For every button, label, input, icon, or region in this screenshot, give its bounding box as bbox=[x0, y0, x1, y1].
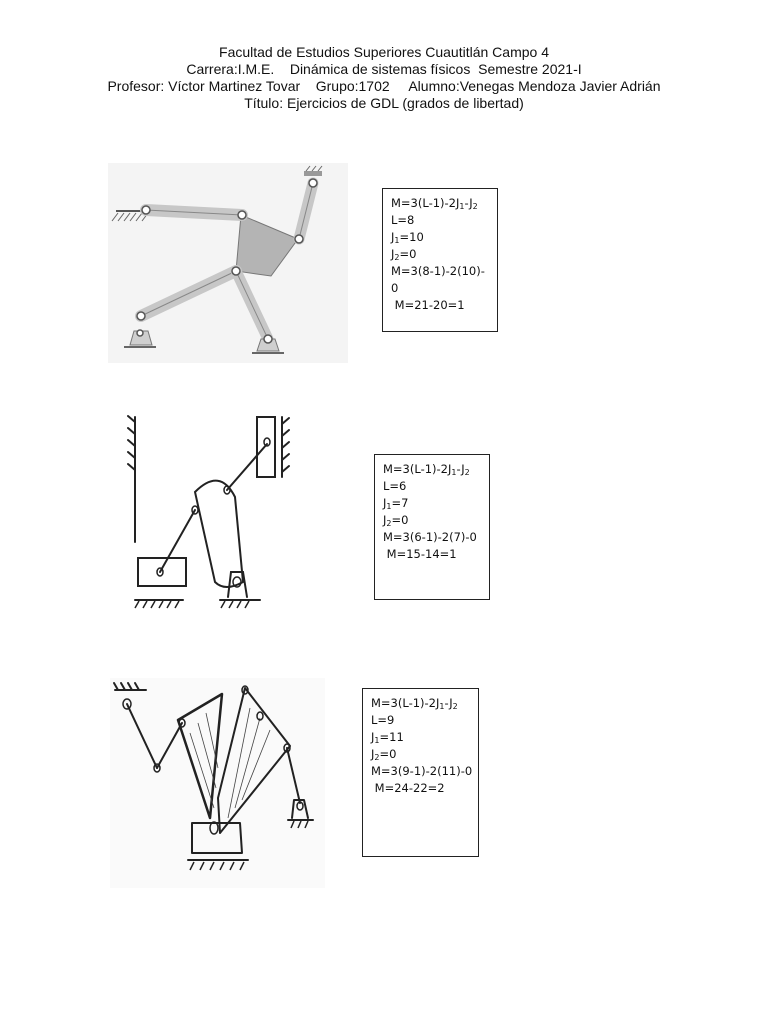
links-count: L=8 bbox=[391, 213, 415, 227]
dof-calculation-box-3 bbox=[362, 688, 479, 857]
substitution-line: M=3(9-1)-2(11)-0 bbox=[371, 764, 473, 778]
header-line-names: Profesor: Víctor Martinez Tovar Grupo:1702 Alumno:Venegas Mendoza Javier Adrián bbox=[107, 78, 661, 94]
j1-count: $J_1=7$ bbox=[383, 496, 409, 511]
links-count: L=6 bbox=[383, 479, 407, 493]
result-line: M=24-22=2 bbox=[371, 781, 445, 795]
dof-calculation-box-2 bbox=[374, 454, 490, 600]
header-line-course: Carrera:I.M.E. Dinámica de sistemas físicos Semestre 2021-I bbox=[186, 61, 582, 77]
j1-count: $J_1=11$ bbox=[371, 730, 404, 745]
substitution-continued: 0 bbox=[391, 281, 399, 295]
header-line-faculty: Facultad de Estudios Superiores Cuautitlán Campo 4 bbox=[219, 44, 549, 60]
formula-line: $M=3(L-1)-2J_1-J_2$ bbox=[383, 462, 470, 477]
formula-line: $M=3(L-1)-2J_1-J_2$ bbox=[371, 696, 458, 711]
result-line: M=21-20=1 bbox=[391, 298, 465, 312]
header-line-title: Título: Ejercicios de GDL (grados de libertad) bbox=[244, 95, 524, 111]
mechanism-figure-3 bbox=[110, 678, 325, 888]
j2-count: $J_2=0$ bbox=[371, 747, 397, 762]
result-line: M=15-14=1 bbox=[383, 547, 457, 561]
document-header bbox=[0, 44, 768, 112]
j2-count: $J_2=0$ bbox=[391, 247, 417, 262]
substitution-line: M=3(8-1)-2(10)- bbox=[391, 264, 485, 278]
dof-calculation-box-1 bbox=[382, 188, 498, 332]
formula-line: $M=3(L-1)-2J_1-J_2$ bbox=[391, 196, 478, 211]
j2-count: $J_2=0$ bbox=[383, 513, 409, 528]
mechanism-figure-1 bbox=[108, 163, 348, 363]
mechanism-figure-2 bbox=[125, 412, 295, 612]
substitution-line: M=3(6-1)-2(7)-0 bbox=[383, 530, 477, 544]
links-count: L=9 bbox=[371, 713, 395, 727]
j1-count: $J_1=10$ bbox=[391, 230, 424, 245]
